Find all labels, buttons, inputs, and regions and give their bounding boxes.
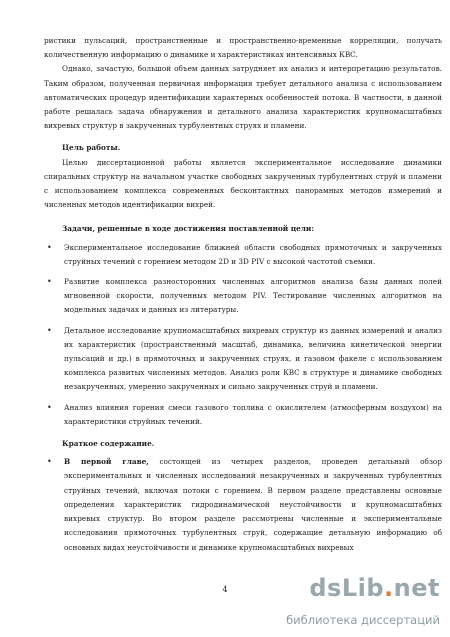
bullet-icon: •: [47, 325, 52, 335]
intro-paragraph-2: Однако, зачастую, большой объем данных затрудняет их анализ и интерпретацию результатов. Таким образом, полученная первичная информация требует детального анализа с использованием автоматических процедур идентификации характерных особенностей потока. В частности, в данной работе решалась задача обнаружения и детального анализа характеристик крупномасштабных вихревых структур в закрученных турбулентных струях и пламени.: [44, 64, 442, 131]
bullet-icon: •: [47, 402, 52, 412]
list-item: • Детальное исследование крупномасштабных вихревых структур из данных измерений и анализ их характеристик (пространственный масштаб, динамика, величина кинетической энергии пульсаций и др.) в прямоточных и закрученных струях, и газовом факеле с использованием комплекса развитых численных методов. Анализ роли КВС в структуре и динамике свободных незакрученных, умеренно закрученных и сильно закрученных струй и пламени.: [47, 325, 442, 392]
bullet-icon: •: [47, 277, 52, 287]
list-item: • Анализ влияния горения смеси газового топлива с окислителем (атмосферным воздухом) на характеристики струйных течений.: [47, 402, 442, 426]
tasks-list: [44, 241, 442, 429]
watermark-subtitle: библиотека диссертаций: [286, 613, 440, 627]
list-item: [44, 455, 442, 554]
tasks-heading: Задачи, решенные в ходе достижения поставленной цели:: [62, 224, 315, 234]
page-number: 4: [222, 585, 228, 594]
watermark: [286, 574, 440, 633]
summary-lead: В первой главе,: [64, 457, 149, 467]
list-item: • Экспериментальное исследование ближней области свободных прямоточных и закрученных струйных течений с горением методом 2D и 3D PIV с высокой частотой съемки.: [47, 242, 442, 266]
summary-text: состоящей из четырех разделов, проведен детальный обзор экспериментальных и численных исследований незакрученных и закрученных турбулентных струйных течений, включая потоки с горением. В первом разделе представлены основные определения характеристик гидродинамической неустойчивости и крупномасштабных вихревых структур. Во втором разделе рассмотрены численные и экспериментальные исследования прямоточных турбулентных струй, содержащие детальную информацию об основных видах неустойчивости и динамике крупномасштабных вихревых: [64, 457, 442, 552]
list-item: • Развитие комплекса разносторонних численных алгоритмов анализа базы данных полей мгновенной скорости, полученных методом PIV. Тестирование численных алгоритмов на модельных задачах и данных из литературы.: [47, 277, 442, 315]
summary-list: [44, 455, 442, 554]
intro-paragraph-1: ристики пульсаций, пространственные и пространственно-временные корреляции, получать количественную информацию о динамике и характеристиках интенсивных КВС.: [44, 36, 442, 60]
goal-heading: Цель работы.: [62, 143, 121, 153]
goal-text: Целью диссертационной работы является экспериментальное исследование динамики спиральных структур на начальном участке свободных закрученных турбулентных струй и пламени с использованием комплекса современных бесконтактных панорамных методов измерений и численных методов идентификации вихрей.: [44, 157, 442, 210]
watermark-logo: dsLib.net: [309, 574, 440, 602]
bullet-icon: •: [47, 242, 52, 252]
summary-heading: Краткое содержание.: [62, 439, 155, 449]
page-content: [44, 34, 442, 561]
bullet-icon: •: [47, 457, 52, 467]
